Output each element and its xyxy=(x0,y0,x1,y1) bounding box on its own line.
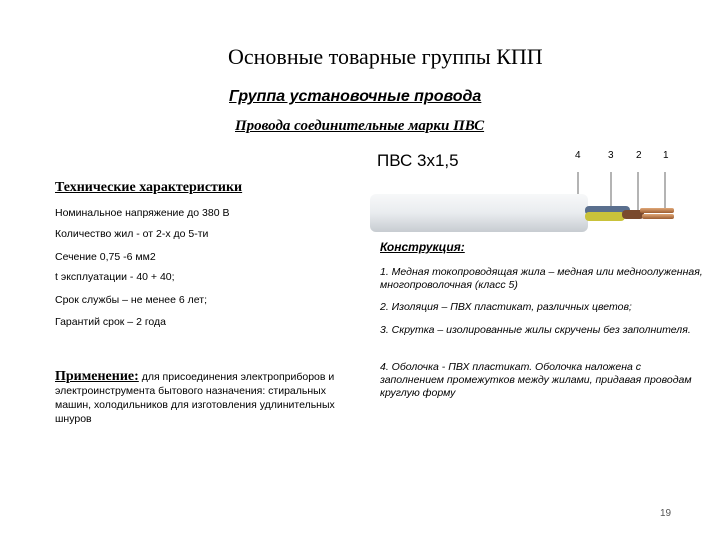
layer-number-3: 3 xyxy=(608,150,614,161)
construction-item-4: 4. Оболочка - ПВХ пластикат. Оболочка наложена с заполнением промежутков между жилами, придавая проводам круглую форму xyxy=(380,361,692,399)
cable-image xyxy=(370,172,700,242)
construction-item-2: 2. Изоляция – ПВХ пластикат, различных цветов; xyxy=(380,301,632,313)
spec-voltage: Номинальное напряжение до 380 В xyxy=(55,207,230,219)
page-title: Основные товарные группы КПП xyxy=(228,44,543,69)
usage-text: для присоединения электроприборов и электроинструмента бытового назначения: стиральных машин, холодильников для изготовления удлинительных шнуров xyxy=(55,371,335,425)
spec-warranty: Гарантий срок – 2 года xyxy=(55,316,166,328)
tech-heading: Технические характеристики xyxy=(55,180,243,195)
spec-cores: Количество жил - от 2-х до 5-ти xyxy=(55,228,209,240)
usage-heading: Применение: xyxy=(55,369,139,384)
cable-sheath xyxy=(370,194,588,232)
cable-label: ПВС 3х1,5 xyxy=(377,151,459,170)
product-subtitle: Провода соединительные марки ПВС xyxy=(235,118,485,134)
page-number: 19 xyxy=(660,508,672,519)
copper-core-bottom xyxy=(642,214,674,219)
construction-item-1: 1. Медная токопроводящая жила – медная или медноолуженная, многопроволочная (класс 5) xyxy=(380,266,703,291)
yellow-green-insulation xyxy=(585,212,625,221)
group-subtitle: Группа установочные провода xyxy=(229,88,482,105)
spec-lifetime: Срок службы – не менее 6 лет; xyxy=(55,294,208,306)
layer-number-4: 4 xyxy=(575,150,581,161)
spec-section: Сечение 0,75 -6 мм2 xyxy=(55,251,156,263)
layer-number-1: 1 xyxy=(663,150,669,161)
construction-item-3: 3. Скрутка – изолированные жилы скручены без заполнителя. xyxy=(380,324,691,336)
copper-core-top xyxy=(640,208,674,213)
usage-block xyxy=(55,370,345,426)
construction-heading: Конструкция: xyxy=(380,240,465,254)
spec-temperature: t эксплуатации - 40 + 40; xyxy=(55,271,175,283)
layer-number-2: 2 xyxy=(636,150,642,161)
